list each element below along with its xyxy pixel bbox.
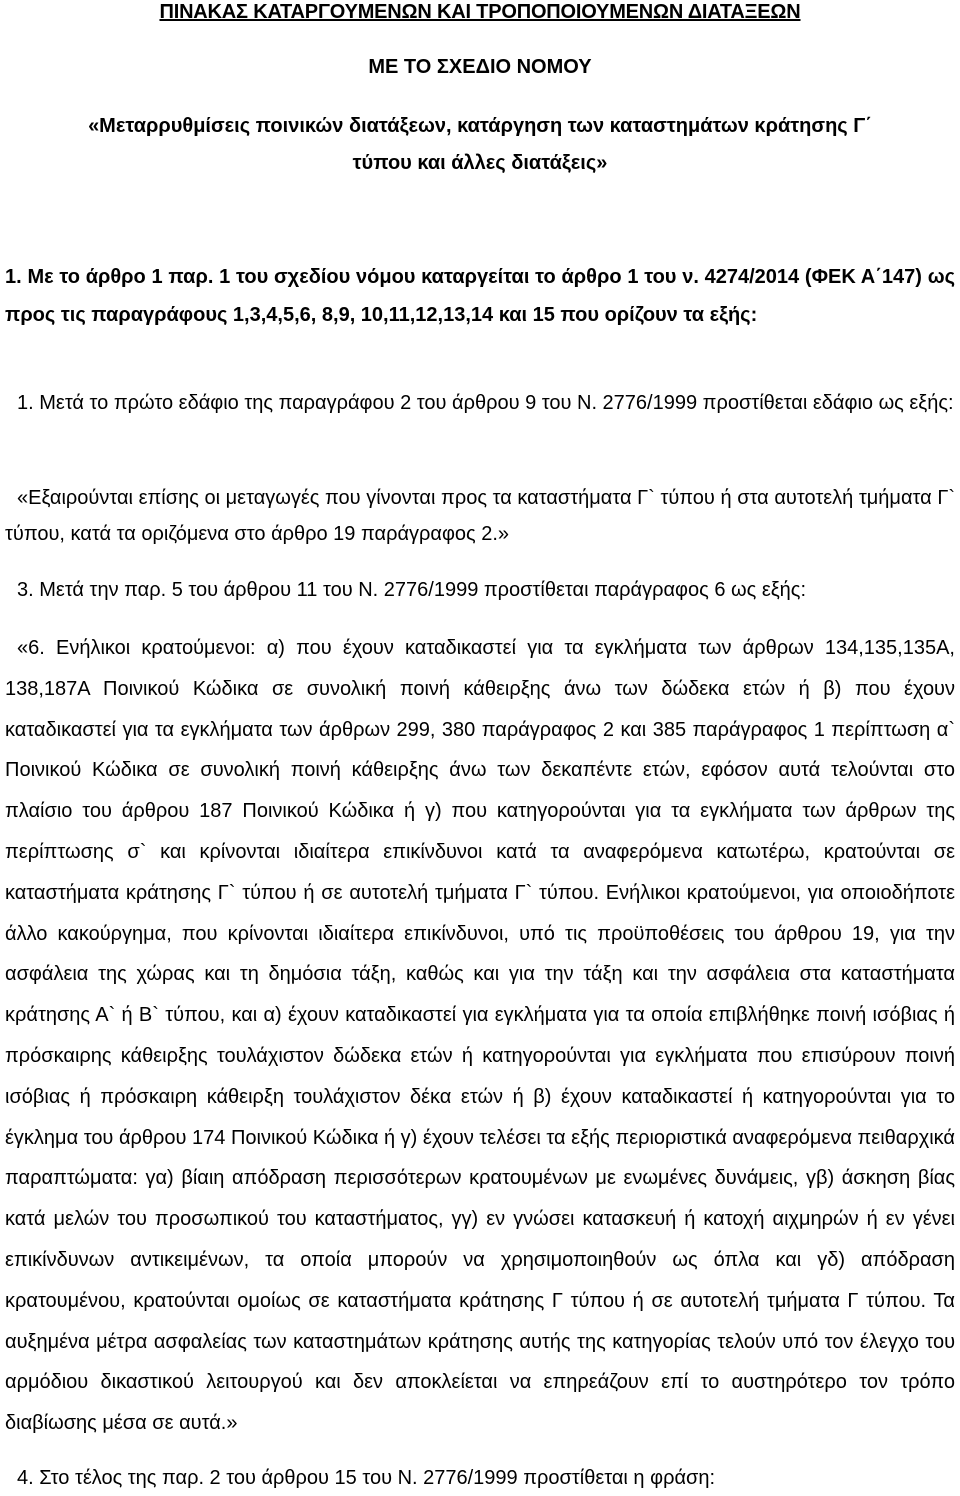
item-1: 1. Μετά το πρώτο εδάφιο της παραγράφου 2 του άρθρου 9 του Ν. 2776/1999 προστίθεται εδάφιο ως εξής:: [17, 392, 954, 414]
document-subtitle: ΜΕ ΤΟ ΣΧΕΔΙΟ ΝΟΜΟΥ: [368, 56, 592, 78]
quote-1: «Εξαιρούνται επίσης οι μεταγωγές που γίνονται προς τα καταστήματα Γ` τύπου ή στα αυτοτελή τμήματα Γ` τύπου, κατά τα οριζόμενα στο άρθρο 19 παράγραφος 2.»: [5, 487, 955, 545]
document-title: ΠΙΝΑΚΑΣ ΚΑΤΑΡΓΟΥΜΕΝΩΝ ΚΑΙ ΤΡΟΠΟΠΟΙΟΥΜΕΝΩΝ ΔΙΑΤΑΞΕΩΝ: [159, 1, 801, 23]
bill-title-line-2: τύπου και άλλες διατάξεις»: [352, 152, 608, 174]
item-3: 3. Μετά την παρ. 5 του άρθρου 11 του Ν. 2776/1999 προστίθεται παράγραφος 6 ως εξής:: [17, 579, 807, 601]
quote-3: «6. Ενήλικοι κρατούμενοι: α) που έχουν καταδικαστεί για τα εγκλήματα των άρθρων 134,135,135Α, 138,187Α Ποινικού Κώδικα σε συνολική ποινή κάθειρξης άνω των δώδεκα ετών ή β) που έχουν καταδικαστεί για τα εγκλήματα των άρθρων 299, 380 παράγραφος 2 και 385 παράγραφος 1 περίπτωση α` Ποινικού Κώδικα σε συνολική ποινή κάθειρξης άνω των δεκαπέντε ετών, εφόσον αυτά τελούνται στο πλαίσιο του άρθρου 187 Ποινικού Κώδικα ή γ) που κατηγορούνται για τα εγκλήματα των άρθρων της περίπτωσης σ` και κρίνονται ιδιαίτερα επικίνδυνοι κατά τα αναφερόμενα κατωτέρω, κρατούνται σε καταστήματα κράτησης Γ` τύπου ή σε αυτοτελή τμήματα Γ` τύπου. Ενήλικοι κρατούμενοι, για οποιοδήποτε άλλο κακούργημα, που κρίνονται ιδιαίτερα επικίνδυνοι, υπό τις προϋποθέσεις του άρθρου 19, για την ασφάλεια της χώρας και τη δημόσια τάξη, καθώς και για την τάξη και την ασφάλεια στα καταστήματα κράτησης Α` ή Β` τύπου, και α) έχουν καταδικαστεί για εγκλήματα για τα οποία επιβλήθηκε ποινή ισόβιας ή πρόσκαιρης κάθειρξης τουλάχιστον δώδεκα ετών ή κατηγορούνται για εγκλήματα που επισύρουν ποινή ισόβιας ή πρόσκαιρη κάθειρξη τουλάχιστον δέκα ετών ή β) έχουν καταδικαστεί ή κατηγορούνται για το έγκλημα του άρθρου 174 Ποινικού Κώδικα ή γ) έχουν τελέσει τα εξής περιοριστικά αναφερόμενα πειθαρχικά παραπτώματα: γα) βίαιη απόδραση περισσότερων κρατουμένων με ενωμένες δυνάμεις, γβ) άσκηση βίας κατά μελών του προσωπικού του καταστήματος, γγ) εν γνώσει κατασκευή ή κατοχή αιχμηρών ή εν γένει επικίνδυνων αντικειμένων, τα οποία μπορούν να χρησιμοποιηθούν ως όπλα και γδ) απόδραση κρατουμένου, κρατούνται ομοίως σε καταστήματα κράτησης Γ τύπου ή σε αυτοτελή τμήματα Γ τύπου. Τα αυξημένα μέτρα ασφαλείας των καταστημάτων κράτησης αυτής της κατηγορίας τελούν υπό τον έλεγχο του αρμόδιου δικαστικού λειτουργού και δεν αποκλείεται να επηρεάζουν επί το αυστηρότερο τον τρόπο διαβίωσης μέσα σε αυτά.»: [5, 637, 955, 1435]
paragraph-1: 1. Με το άρθρο 1 παρ. 1 του σχεδίου νόμου καταργείται το άρθρο 1 του ν. 4274/2014 (ΦΕΚ Α΄147) ως προς τις παραγράφους 1,3,4,5,6, 8,9, 10,11,12,13,14 και 15 που ορίζουν τα εξής:: [5, 266, 955, 326]
bill-title-line-1: «Μεταρρυθμίσεις ποινικών διατάξεων, κατάργηση των καταστημάτων κράτησης Γ΄: [88, 115, 872, 137]
item-4: 4. Στο τέλος της παρ. 2 του άρθρου 15 του Ν. 2776/1999 προστίθεται η φράση:: [17, 1467, 716, 1489]
